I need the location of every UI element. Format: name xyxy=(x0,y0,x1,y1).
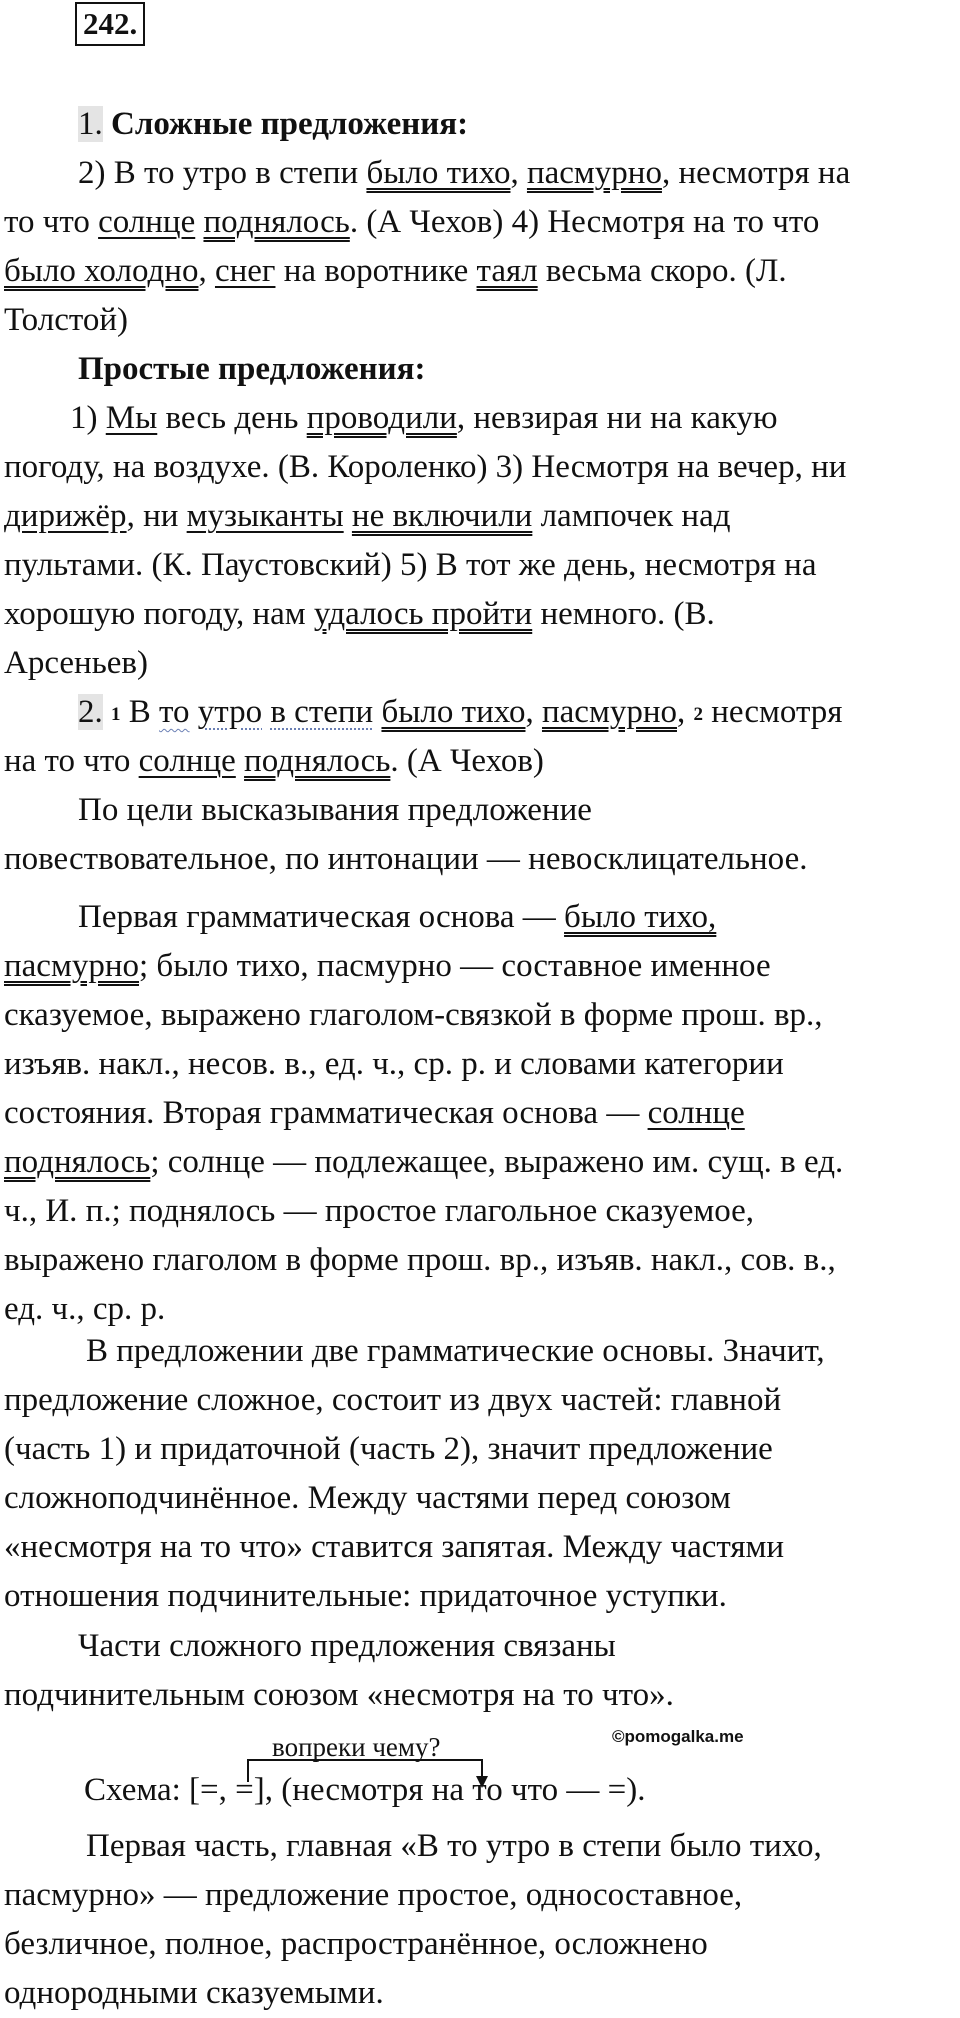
subject: солнце xyxy=(98,204,196,240)
text-line: хорошую погоду, нам удалось пройти немного. (В. xyxy=(4,596,715,632)
section2-marker: 2. xyxy=(78,694,103,730)
predicate: было холодно xyxy=(4,253,199,289)
predicate: пасмурно xyxy=(4,948,139,984)
text-line: предложение сложное, состоит из двух частей: главной xyxy=(4,1382,782,1418)
subject: музыканты xyxy=(186,498,344,534)
subject: солнце xyxy=(138,743,236,779)
text-line: «несмотря на то что» ставится запятая. Между частями xyxy=(4,1529,785,1565)
predicate: не включили xyxy=(351,498,533,534)
schema-question: вопреки чему? xyxy=(272,1732,441,1762)
part-number: 2 xyxy=(693,704,703,725)
subject: дирижёр xyxy=(4,498,127,534)
text-line: Первая часть, главная «В то утро в степи было тихо, xyxy=(86,1828,822,1864)
section1-marker: 1. xyxy=(78,106,103,142)
text-line: состояния. Вторая грамматическая основа — солнце xyxy=(4,1095,745,1131)
predicate: поднялось xyxy=(203,204,350,240)
simple-heading: Простые предложения: xyxy=(78,351,426,387)
attribute: то xyxy=(159,694,190,730)
predicate: поднялось xyxy=(4,1144,151,1180)
text-line: Первая грамматическая основа — было тихо, xyxy=(78,899,717,935)
text-line: сказуемое, выражено глаголом-связкой в форме прош. вр., xyxy=(4,997,823,1033)
text-line: ед. ч., ср. р. xyxy=(4,1291,166,1327)
predicate: проводили xyxy=(306,400,457,436)
text-line: пультами. (К. Паустовский) 5) В тот же день, несмотря на xyxy=(4,547,817,583)
subject: солнце xyxy=(647,1095,745,1131)
text-line: изъяв. накл., несов. в., ед. ч., ср. р. и словами категории xyxy=(4,1046,784,1082)
complex-heading: Сложные предложения: xyxy=(111,106,469,142)
text-line: пасмурно; было тихо, пасмурно — составное именное xyxy=(4,948,771,984)
text-line: было холодно, снег на воротнике таял весьма скоро. (Л. xyxy=(4,253,787,289)
predicate: пасмурно xyxy=(541,694,677,730)
text-line: погоду, на воздухе. (В. Короленко) 3) Несмотря на вечер, ни xyxy=(4,449,847,485)
text-line: отношения подчинительные: придаточное уступки. xyxy=(4,1578,727,1614)
subject: Мы xyxy=(105,400,158,436)
first-part-paragraph xyxy=(4,1822,956,2018)
predicate: удалось пройти xyxy=(313,596,533,632)
text-line: выражено глаголом в форме прош. вр., изъяв. накл., сов. в., xyxy=(4,1242,836,1278)
text-line: однородными сказуемыми. xyxy=(4,1975,384,2011)
text-line: подчинительным союзом «несмотря на то что». xyxy=(4,1677,674,1713)
text-line: сложноподчинённое. Между частями перед союзом xyxy=(4,1480,731,1516)
predicate: поднялось xyxy=(244,743,391,779)
part-number: 1 xyxy=(111,704,121,725)
predicate: пасмурно xyxy=(526,155,662,191)
adverbial: в степи xyxy=(270,694,374,730)
text-line: Арсеньев) xyxy=(4,645,148,681)
adverbial: утро xyxy=(197,694,263,730)
text-line: то что солнце поднялось. (А Чехов) 4) Несмотря на то что xyxy=(4,204,820,240)
text-line: По цели высказывания предложение xyxy=(78,792,592,828)
task-number: 242. xyxy=(75,2,145,46)
predicate: было тихо, xyxy=(564,899,717,935)
text-line: 2) В то утро в степи было тихо, пасмурно, несмотря на xyxy=(78,155,851,191)
text-line: В предложении две грамматические основы. Значит, xyxy=(86,1333,825,1369)
text-line: ч., И. п.; поднялось — простое глагольное сказуемое, xyxy=(4,1193,755,1229)
text-line: на то что солнце поднялось. (А Чехов) xyxy=(4,743,544,779)
text-line: поднялось; солнце — подлежащее, выражено им. сущ. в ед. xyxy=(4,1144,844,1180)
text-line: безличное, полное, распространённое, осложнено xyxy=(4,1926,708,1962)
watermark: ©pomogalka.me xyxy=(612,1727,744,1746)
predicate: было тихо xyxy=(366,155,511,191)
subject: снег xyxy=(214,253,276,289)
text-line: (часть 1) и придаточной (часть 2), значит предложение xyxy=(4,1431,773,1467)
text-line: 1) Мы весь день проводили, невзирая ни на какую xyxy=(70,400,778,436)
predicate: таял xyxy=(476,253,538,289)
text-line: 2. 1 В то утро в степи было тихо, пасмурно, 2 несмотря xyxy=(78,694,843,730)
text-line: пасмурно» — предложение простое, односоставное, xyxy=(4,1877,743,1913)
text-line: повествовательное, по интонации — невосклицательное. xyxy=(4,841,808,877)
schema: Схема: [=, =], (несмотря на то что — =). xyxy=(84,1772,646,1808)
text-line: Части сложного предложения связаны xyxy=(78,1628,616,1664)
text-line: Толстой) xyxy=(4,302,128,338)
predicate: было тихо xyxy=(381,694,526,730)
text-line: дирижёр, ни музыканты не включили лампочек над xyxy=(4,498,731,534)
